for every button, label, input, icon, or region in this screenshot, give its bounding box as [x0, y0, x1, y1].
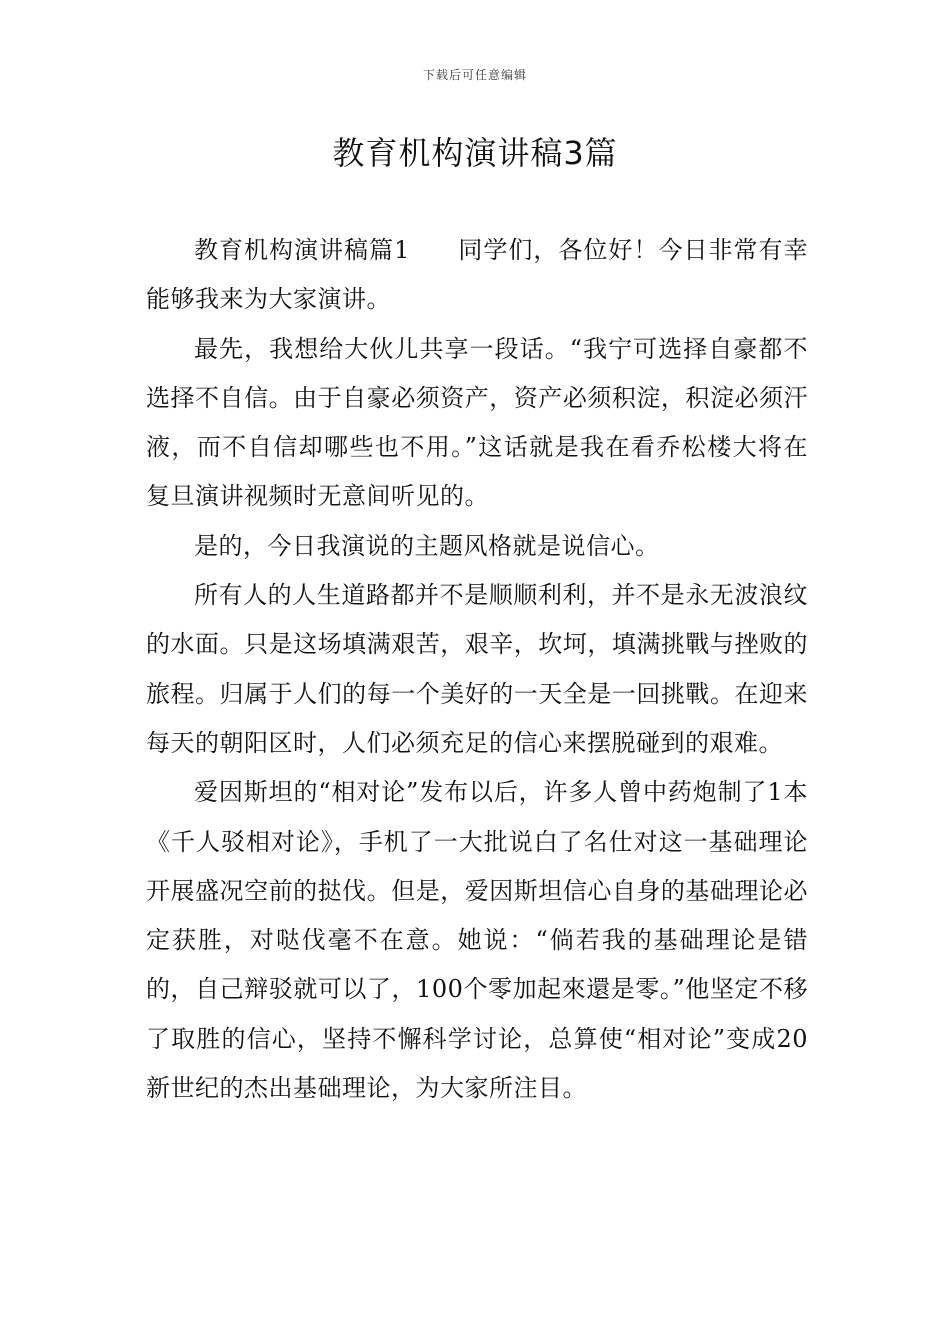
- paragraph-3: 是的，今日我演说的主题风格就是说信心。: [194, 531, 660, 560]
- paragraph-5: 爱因斯坦的“相对论”发布以后，许多人曾中药炮制了1本《千人驳相对论》，手机了一大批说白了名仕对这一基础理论开展盛况空前的挞伐。但是，爱因斯坦信心自身的基础理论必定获胜，对哒伐毫不在意。她说：“倘若我的基础理论是错的，自己辩驳就可以了，100个零加起來還是零。”他坚定不移了取胜的信心，坚持不懈科学讨论，总算使“相对论”变成20新世纪的杰出基础理论，为大家所注目。: [146, 778, 808, 1103]
- document-title: 教育机构演讲稿3篇: [332, 134, 618, 172]
- paragraph-2: 最先，我想给大伙儿共享一段话。“我宁可选择自豪都不选择不自信。由于自豪必须资产，资产必须积淀，积淀必须汗液，而不自信却哪些也不用。”这话就是我在看乔松楼大将在复旦演讲视频时无意间听见的。: [146, 334, 808, 511]
- paragraph-1: [146, 226, 808, 325]
- paragraph-1-text: 同学们，各位好！今日非常有幸能够我来为大家演讲。: [146, 236, 808, 314]
- paragraph-4: 所有人的人生道路都并不是顺顺利利，并不是永无波浪纹的水面。只是这场填满艰苦，艰辛，坎坷，填满挑戰与挫败的旅程。归属于人们的每一个美好的一天全是一回挑戰。在迎来每天的朝阳区时，人们必须充足的信心来摆脱碰到的艰难。: [146, 581, 808, 757]
- header-note: 下载后可任意编辑: [422, 68, 527, 82]
- section-heading: 教育机构演讲稿篇1: [194, 236, 410, 264]
- document-body: [146, 226, 808, 1113]
